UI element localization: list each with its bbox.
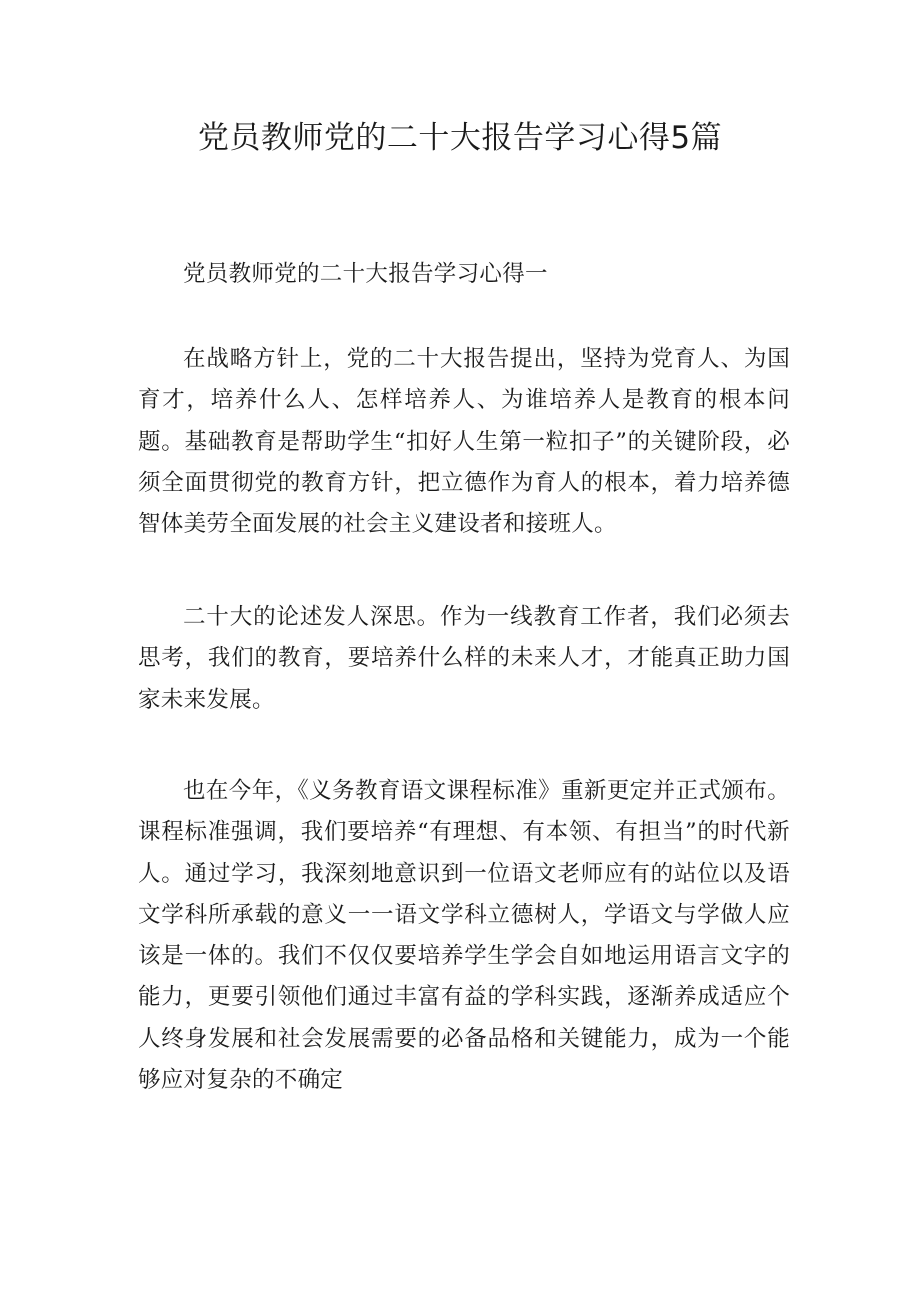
document-title: 党员教师党的二十大报告学习心得5篇 <box>197 120 723 156</box>
paragraph-2: 二十大的论述发人深思。作为一线教育工作者，我们必须去思考，我们的教育，要培养什么样的未来人才，才能真正助力国家未来发展。 <box>138 604 790 713</box>
paragraph-1: 在战略方针上，党的二十大报告提出，坚持为党育人、为国育才，培养什么人、怎样培养人、为谁培养人是教育的根本问题。基础教育是帮助学生“扣好人生第一粒扣子”的关键阶段，必须全面贯彻党的教育方针，把立德作为育人的根本，着力培养德智体美劳全面发展的社会主义建设者和接班人。 <box>138 346 790 538</box>
section-heading: 党员教师党的二十大报告学习心得一 <box>183 261 548 287</box>
paragraph-3: 也在今年，《义务教育语文课程标准》重新更定并正式颁布。课程标准强调，我们要培养“有理想、有本领、有担当”的时代新人。通过学习，我深刻地意识到一位语文老师应有的站位以及语文学科所承载的意义一一语文学科立德树人，学语文与学做人应该是一体的。我们不仅仅要培养学生学会自如地运用语言文字的能力，更要引领他们通过丰富有益的学科实践，逐渐养成适应个人终身发展和社会发展需要的必备品格和关键能力，成为一个能够应对复杂的不确定 <box>138 778 790 1094</box>
